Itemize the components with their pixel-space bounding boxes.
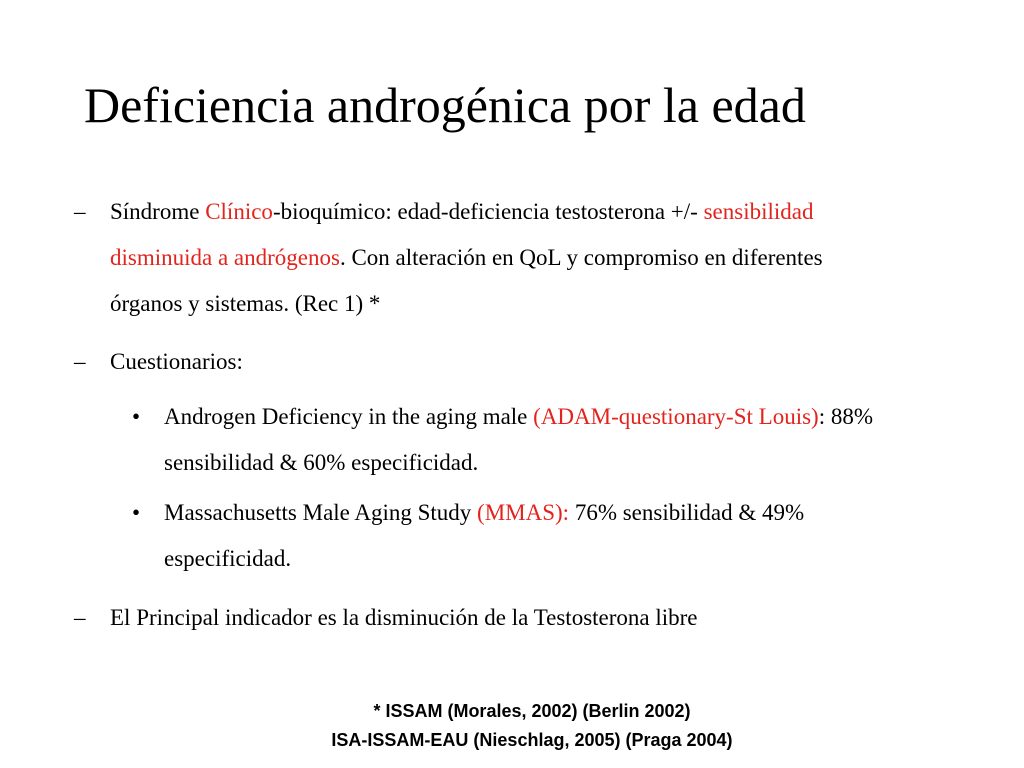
dash-marker: – [74,349,86,374]
bullet-marker: • [132,500,141,525]
footnote-line-2: ISA-ISSAM-EAU (Nieschlag, 2005) (Praga 2004) [331,730,733,750]
cuestionarios-text: Cuestionarios: [110,349,243,374]
sindrome-text-1: Síndrome [110,199,206,224]
mmas-highlight: (MMAS): [477,500,570,525]
mmas-text-1: Massachusetts Male Aging Study [164,500,478,525]
sindrome-highlight-clinico: Clínico [205,199,273,224]
list-item-principal [74,595,850,641]
list-item-cuestionarios [74,339,850,385]
slide-title: Deficiencia androgénica por la edad [84,77,806,133]
sindrome-highlight-sensibilidad: sensibilidad disminuida a andrógenos [110,199,814,270]
dash-marker: – [74,605,86,630]
adam-text-1: Androgen Deficiency in the aging male [164,404,534,429]
dash-marker: – [74,199,86,224]
principal-text: El Principal indicador es la disminución de la Testosterona libre [110,605,698,630]
list-item-sindrome [74,189,850,327]
adam-text-2: : 88% sensibilidad & 60% especificidad. [164,404,874,475]
sindrome-text-3: . Con alteración en QoL y compromiso en diferentes órganos y sistemas. (Rec 1) * [110,245,823,316]
footnote-line-1: * ISSAM (Morales, 2002) (Berlin 2002) [373,701,691,721]
footnote [0,697,1024,755]
adam-highlight: (ADAM-questionary-St Louis) [533,404,819,429]
mmas-text-2: 76% sensibilidad & 49% especificidad. [164,500,805,571]
sindrome-text-2: -bioquímico: edad-deficiencia testosterona +/- [272,199,704,224]
list-item-mmas [132,490,904,582]
bullet-marker: • [132,404,141,429]
list-item-adam [132,394,904,486]
